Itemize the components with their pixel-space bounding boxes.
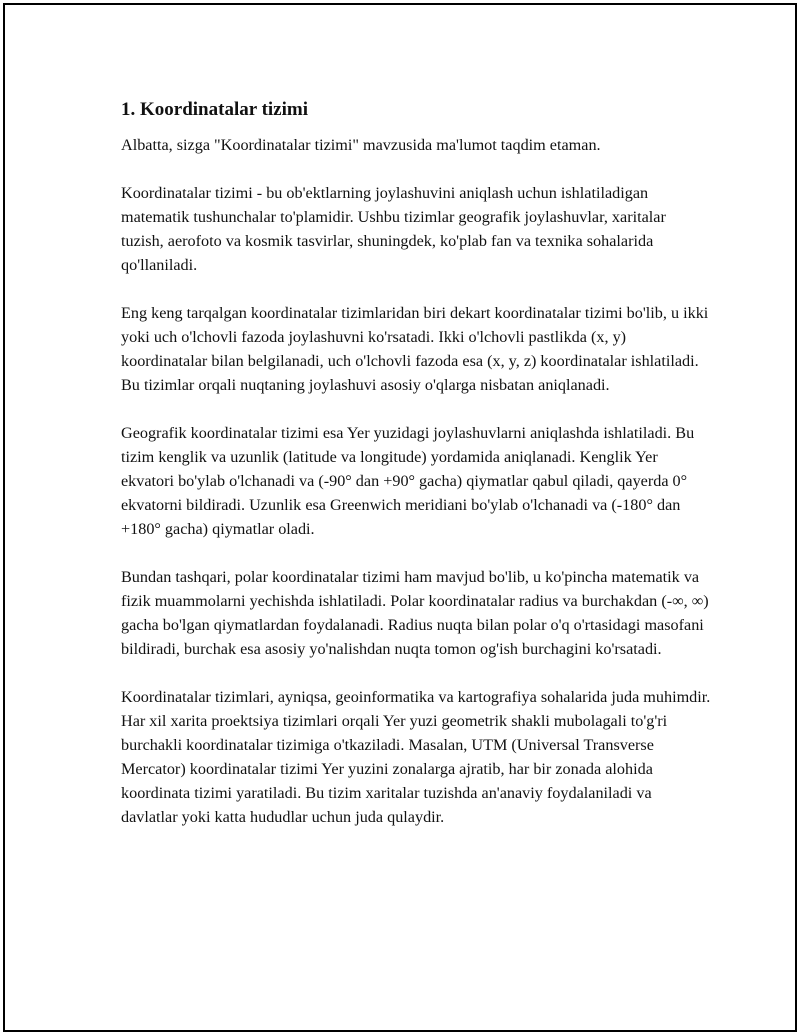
utm-paragraph: Koordinatalar tizimlari, ayniqsa, geoinformatika va kartografiya sohalarida juda muhimdir. Har xil xarita proektsiya tizimlari orqali Yer yuzi geometrik shakli mubolagali to'g'ri burchakli koordinatalar tizimiga o'tkaziladi. Masalan, UTM (Universal Transverse Mercator) koordinatalar tizimi Yer yuzini zonalarga ajratib, har bir zonada alohida koordinata tizimi yaratiladi. Bu tizim xaritalar tuzishda an'anaviy foydalaniladi va davlatlar yoki katta hududlar uchun juda qulaydir. (121, 688, 711, 826)
page-title: 1. Koordinatalar tizimi (121, 99, 308, 120)
document-body (121, 98, 711, 853)
page-frame (3, 3, 797, 1032)
geographic-paragraph: Geografik koordinatalar tizimi esa Yer yuzidagi joylashuvlarni aniqlashda ishlatiladi. Bu tizim kenglik va uzunlik (latitude va longitude) yordamida aniqlanadi. Kenglik Yer ekvatori bo'ylab o'lchanadi va (-90° dan +90° gacha) qiymatlar qabul qiladi, qayerda 0° ekvatorni bildiradi. Uzunlik esa Greenwich meridiani bo'ylab o'lchanadi va (-180° dan +180° gacha) qiymatlar oladi. (121, 424, 695, 538)
definition-paragraph: Koordinatalar tizimi - bu ob'ektlarning joylashuvini aniqlash uchun ishlatiladigan matematik tushunchalar to'plamidir. Ushbu tizimlar geografik joylashuvlar, xaritalar tuzish, aerofoto va kosmik tasvirlar, shuningdek, ko'plab fan va texnika sohalarida qo'llaniladi. (121, 184, 666, 274)
cartesian-paragraph: Eng keng tarqalgan koordinatalar tizimlaridan biri dekart koordinatalar tizimi bo'lib, u ikki yoki uch o'lchovli fazoda joylashuvni ko'rsatadi. Ikki o'lchovli pastlikda (x, y) koordinatalar bilan belgilanadi, uch o'lchovli fazoda esa (x, y, z) koordinatalar ishlatiladi. Bu tizimlar orqali nuqtaning joylashuvi asosiy o'qlarga nisbatan aniqlanadi. (121, 304, 709, 394)
intro-paragraph: Albatta, sizga "Koordinatalar tizimi" mavzusida ma'lumot taqdim etaman. (121, 136, 601, 154)
polar-paragraph: Bundan tashqari, polar koordinatalar tizimi ham mavjud bo'lib, u ko'pincha matematik va fizik muammolarni yechishda ishlatiladi. Polar koordinatalar radius va burchakdan (-∞, ∞) gacha bo'lgan qiymatlardan foydalanadi. Radius nuqta bilan polar o'q o'rtasidagi masofani bildiradi, burchak esa asosiy yo'nalishdan nuqta tomon og'ish burchagini ko'rsatadi. (121, 568, 709, 658)
